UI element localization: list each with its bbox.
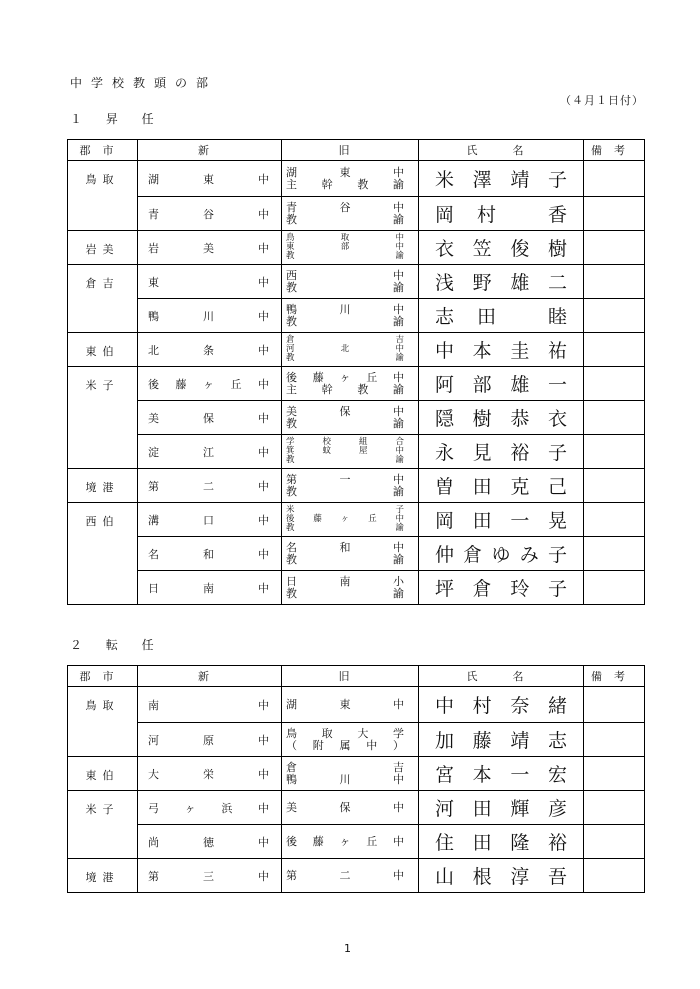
header-old-text: 旧 [338,670,362,683]
person-name-cell [419,723,584,757]
new-school-text: 鴨 川 中 [148,309,269,323]
note-cell [584,469,645,503]
person-name: 中 村 奈 緒 [435,695,567,717]
old-position-line: 主 幹 教 諭 [286,177,404,191]
header-area [68,666,138,687]
old-position-text [282,368,418,400]
person-name: 住 田 隆 裕 [435,832,567,854]
new-school-cell [138,265,282,299]
header-old [282,140,419,161]
new-school-text: 日 南 中 [148,581,269,595]
new-school-text: 湖 東 中 [148,172,269,186]
note-cell [584,757,645,791]
old-position-line: 第 一 中 [286,472,404,486]
person-name-cell [419,265,584,299]
table-row [68,299,645,333]
old-position-line: 倉 吉 [286,760,404,774]
old-position-cell [282,265,419,299]
old-position-text [282,572,418,604]
note-cell [584,299,645,333]
new-school-text: 青 谷 中 [148,207,269,221]
new-school-cell [138,723,282,757]
date-note: （４月１日付） [560,94,644,107]
old-position-line: 教 諭 [286,416,404,430]
old-position-cell [282,401,419,435]
old-position-text [282,402,418,434]
area-cell: 米子 [68,791,138,859]
area-cell: 東伯 [68,333,138,367]
old-position-line: 後 藤 ヶ 丘 中 [286,514,404,524]
old-position-cell [282,503,419,537]
old-position-cell [282,791,419,825]
person-name: 山 根 淳 吾 [435,866,567,888]
person-name: 宮 本 一 宏 [435,764,567,786]
table-row [68,791,645,825]
note-cell [584,825,645,859]
table-row [68,333,645,367]
new-school-cell [138,469,282,503]
old-position-text [282,792,418,824]
old-position-line: 鴨 川 中 [286,302,404,316]
old-position-cell [282,723,419,757]
old-position-line: 河 北 中 [286,344,404,354]
note-cell [584,859,645,893]
old-position-text [282,470,418,502]
table-row [68,571,645,605]
person-name: 隠 樹 恭 衣 [435,408,567,430]
new-school-text: 大 栄 中 [148,767,269,781]
header-area-text: 郡市 [79,670,126,683]
old-position-line: （ 附 属 中 ） [286,738,404,752]
person-name-cell [419,231,584,265]
old-position-line: 第 二 中 [286,868,404,882]
old-position-text [282,266,418,298]
table-row [68,537,645,571]
promotion-table [67,139,645,605]
new-school-text: 第 三 中 [148,869,269,883]
table-header-row [68,140,645,161]
person-name-cell [419,197,584,231]
old-position-line: 倉 吉 [286,335,404,345]
header-old [282,666,419,687]
old-position-line: 東 部 中 [286,242,404,252]
old-position-cell [282,687,419,723]
new-school-cell [138,687,282,723]
page-number: 1 [344,942,351,955]
person-name-cell [419,469,584,503]
area-cell: 倉吉 [68,265,138,333]
table-header-row [68,666,645,687]
header-area-text: 郡市 [79,144,126,157]
new-school-text: 弓 ヶ 浜 中 [148,801,269,815]
new-school-text: 岩 美 中 [148,241,269,255]
note-cell [584,687,645,723]
header-new-text: 新 [198,670,221,683]
old-position-cell [282,367,419,401]
old-position-cell [282,231,419,265]
person-name-cell [419,571,584,605]
old-position-line: 後 藤 ヶ 丘 中 [286,834,404,848]
note-cell [584,723,645,757]
person-name: 加 藤 靖 志 [435,730,567,752]
new-school-text: 美 保 中 [148,411,269,425]
old-position-line: 米 子 [286,505,404,515]
new-school-text: 淀 江 中 [148,445,269,459]
old-position-line: 西 中 [286,268,404,282]
old-position-line: 教 諭 [286,280,404,294]
person-name-cell [419,367,584,401]
old-position-text [282,198,418,230]
old-position-line: 教 諭 [286,251,404,261]
new-school-cell [138,757,282,791]
old-position-text [282,688,418,722]
table-row [68,757,645,791]
person-name: 米 澤 靖 子 [435,169,567,191]
person-name-cell [419,401,584,435]
person-name-cell [419,161,584,197]
area-cell: 鳥取 [68,161,138,231]
person-name-cell [419,859,584,893]
header-name [419,140,584,161]
person-name: 永 見 裕 子 [435,442,567,464]
old-position-line: 鳥 取 中 [286,233,404,243]
area-cell: 境港 [68,859,138,893]
old-position-line: 青 谷 中 [286,200,404,214]
person-name: 中 本 圭 祐 [435,340,567,362]
old-position-line: 鴨 川 中 [286,772,404,786]
new-school-text: 第 二 中 [148,479,269,493]
note-cell [584,231,645,265]
note-cell [584,367,645,401]
note-cell [584,503,645,537]
note-cell [584,791,645,825]
new-school-text: 溝 口 中 [148,513,269,527]
header-old-text: 旧 [338,144,362,157]
note-cell [584,435,645,469]
header-new [138,666,282,687]
new-school-cell [138,859,282,893]
area-cell: 西伯 [68,503,138,605]
page-title: 中学校教頭の部 [70,76,218,90]
new-school-cell [138,571,282,605]
header-name-text: 氏 名 [466,670,536,683]
old-position-text [282,860,418,892]
old-position-line: 教 諭 [286,586,404,600]
section-title-transfer: ２ 転 任 [70,638,164,652]
old-position-cell [282,161,419,197]
old-position-text [282,826,418,858]
old-position-line: 箕 蚊 屋 中 [286,446,404,456]
area-cell: 岩美 [68,231,138,265]
person-name-cell [419,333,584,367]
old-position-line: 教 諭 [286,212,404,226]
area-cell: 境港 [68,469,138,503]
table-row [68,723,645,757]
person-name-cell [419,687,584,723]
new-school-cell [138,231,282,265]
new-school-text: 南 中 [148,698,269,712]
header-note-text: 備考 [591,144,637,157]
note-cell [584,537,645,571]
old-position-line: 主 幹 教 諭 [286,382,404,396]
old-position-cell [282,859,419,893]
area-cell: 鳥取 [68,687,138,757]
note-cell [584,571,645,605]
new-school-cell [138,197,282,231]
old-position-text [282,538,418,570]
new-school-cell [138,825,282,859]
old-position-line: 後 藤 ヶ 丘 中 [286,370,404,384]
old-position-line: 美 保 中 [286,800,404,814]
old-position-text [282,334,418,366]
table-row [68,687,645,723]
person-name-cell [419,757,584,791]
new-school-cell [138,435,282,469]
table-row [68,859,645,893]
old-position-text [282,162,418,196]
old-position-line: 教 諭 [286,523,404,533]
table-row [68,161,645,197]
old-position-line: 名 和 中 [286,540,404,554]
new-school-text: 河 原 中 [148,733,269,747]
new-school-text: 名 和 中 [148,547,269,561]
person-name-cell [419,299,584,333]
old-position-text [282,758,418,790]
note-cell [584,161,645,197]
table-row [68,825,645,859]
table-row [68,435,645,469]
area-cell: 米子 [68,367,138,469]
table-row [68,401,645,435]
person-name-cell [419,435,584,469]
old-position-text [282,300,418,332]
old-position-line: 湖 東 中 [286,165,404,179]
transfer-table [67,665,645,893]
old-position-text [282,504,418,536]
new-school-cell [138,503,282,537]
new-school-text: 後 藤 ヶ 丘 中 [148,377,269,391]
old-position-cell [282,825,419,859]
old-position-line: 教 諭 [286,484,404,498]
old-position-cell [282,197,419,231]
old-position-line: 日 南 小 [286,574,404,588]
old-position-line: 教 諭 [286,552,404,566]
header-note [584,666,645,687]
person-name: 岡 田 一 晃 [435,510,567,532]
old-position-cell [282,435,419,469]
old-position-line: 教 諭 [286,353,404,363]
new-school-cell [138,791,282,825]
header-name [419,666,584,687]
old-position-line: 湖 東 中 [286,697,404,711]
old-position-line: 鳥 取 大 学 [286,726,404,740]
header-name-text: 氏 名 [466,144,536,157]
table-row [68,469,645,503]
person-name-cell [419,825,584,859]
old-position-cell [282,299,419,333]
new-school-cell [138,333,282,367]
header-area [68,140,138,161]
header-new [138,140,282,161]
old-position-cell [282,469,419,503]
person-name-cell [419,503,584,537]
person-name: 坪 倉 玲 子 [435,578,567,600]
section-title-promotion: １ 昇 任 [70,112,164,126]
old-position-cell [282,757,419,791]
header-note [584,140,645,161]
note-cell [584,333,645,367]
person-name-cell [419,537,584,571]
person-name: 浅 野 雄 二 [435,272,567,294]
table-row [68,231,645,265]
new-school-cell [138,161,282,197]
new-school-cell [138,367,282,401]
header-note-text: 備考 [591,670,637,683]
note-cell [584,265,645,299]
old-position-text [282,724,418,756]
old-position-line: 美 保 中 [286,404,404,418]
person-name-cell [419,791,584,825]
person-name: 志 田 睦 [435,306,567,328]
note-cell [584,401,645,435]
area-cell: 東伯 [68,757,138,791]
person-name: 曽 田 克 己 [435,476,567,498]
old-position-text [282,232,418,264]
new-school-cell [138,401,282,435]
header-new-text: 新 [198,144,221,157]
new-school-cell [138,537,282,571]
person-name: 阿 部 雄 一 [435,374,567,396]
person-name: 岡 村 香 [435,204,567,226]
old-position-cell [282,571,419,605]
person-name: 仲 倉 ゆ み 子 [435,544,567,566]
new-school-cell [138,299,282,333]
new-school-text: 北 条 中 [148,343,269,357]
person-name: 河 田 輝 彦 [435,798,567,820]
note-cell [584,197,645,231]
person-name: 衣 笠 俊 樹 [435,238,567,260]
table-row [68,503,645,537]
table-row [68,197,645,231]
old-position-line: 学 校 組 合 [286,437,404,447]
old-position-line: 教 諭 [286,455,404,465]
old-position-cell [282,537,419,571]
new-school-text: 東 中 [148,275,269,289]
old-position-cell [282,333,419,367]
table-row [68,265,645,299]
old-position-line: 教 諭 [286,314,404,328]
new-school-text: 尚 徳 中 [148,835,269,849]
old-position-text [282,436,418,468]
table-row [68,367,645,401]
